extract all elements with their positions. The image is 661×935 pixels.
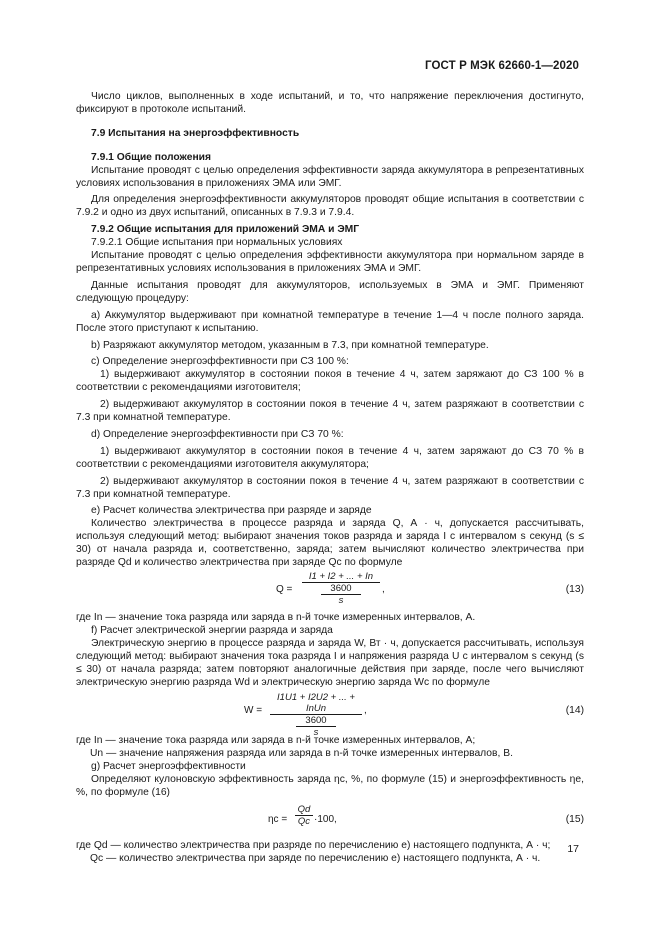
formula-denominator-mid: 3600	[305, 715, 327, 727]
section-heading-7-9-1: 7.9.1 Общие положения	[91, 151, 211, 163]
list-item-c2: 2) выдерживают аккумулятор в состоянии покоя в течение 4 ч, затем разряжают в соответствии с 7.3 при комнатной температуре.	[76, 399, 584, 424]
formula-number: (14)	[565, 705, 584, 717]
formula-15	[76, 804, 584, 836]
formula-lhs: ηc =	[268, 813, 288, 825]
list-item-b: b) Разряжают аккумулятор методом, указанным в 7.3, при комнатной температуре.	[91, 339, 489, 351]
formula-lhs: Q =	[276, 584, 293, 595]
paragraph: где In — значение тока разряда или заряда в n-й точке измеренных интервалов, А.	[76, 612, 476, 623]
section-heading-7-9: 7.9 Испытания на энергоэффективность	[91, 127, 300, 139]
paragraph: Данные испытания проводят для аккумуляторов, используемых в ЭМА и ЭМГ. Применяют следующую процедуру:	[76, 279, 584, 304]
formula-fraction	[295, 804, 313, 827]
list-item-d2: 2) выдерживают аккумулятор в состоянии покоя в течение 4 ч, затем разряжают в соответствии с 7.3 при комнатной температуре.	[76, 475, 584, 500]
list-item-a: a) Аккумулятор выдерживают при комнатной температуре в течение 1—4 ч после полного заряда. После этого приступают к испытанию.	[76, 309, 584, 334]
paragraph: Un — значение напряжения разряда или заряда в n-й точке измеренных интервалов, В.	[90, 748, 513, 760]
formula-denominator: s	[296, 726, 336, 738]
formula-tail: ,	[364, 705, 367, 717]
list-item-c1: 1) выдерживают аккумулятор в состоянии покоя в течение 4 ч, затем заряжают до СЗ 100 % в соответствии с рекомендациями изготовителя;	[76, 369, 584, 394]
list-item-g: g) Расчет энергоэффективности	[91, 761, 246, 773]
list-item-d: d) Определение энергоэффективности при СЗ 70 %:	[91, 428, 344, 440]
list-item-e: e) Расчет количества электричества при разряде и заряде	[91, 505, 372, 517]
formula-tail: ·100,	[314, 813, 337, 825]
paragraph: Число циклов, выполненных в ходе испытаний, и то, что напряжение переключения достигнуто, фиксируют в протоколе испытаний.	[76, 91, 584, 115]
document-header: ГОСТ Р МЭК 62660-1—2020	[425, 60, 579, 72]
subsection-heading-7-9-2-1: 7.9.2.1 Общие испытания при нормальных условиях	[91, 237, 343, 249]
section-heading-7-9-2: 7.9.2 Общие испытания для приложений ЭМА и ЭМГ	[91, 224, 360, 236]
formula-numerator: Qd	[297, 803, 311, 815]
formula-fraction	[302, 571, 380, 606]
list-item-f: f) Расчет электрической энергии разряда и заряда	[91, 624, 333, 636]
document-body	[76, 91, 584, 866]
list-item-c: c) Определение энергоэффективности при СЗ 100 %:	[91, 356, 349, 368]
paragraph: Испытание проводят с целью определения эффективности заряда аккумулятора в репрезентативных условиях использования в приложениях ЭМА или ЭМГ.	[76, 164, 584, 189]
formula-fraction	[270, 692, 362, 738]
formula-numerator: I1U1 + I2U2 + ... + InUn	[277, 692, 355, 715]
formula-denominator: Qc	[297, 815, 311, 827]
formula-numerator: I1 + I2 + ... + In	[308, 571, 374, 582]
formula-14	[76, 690, 584, 739]
formula-number: (15)	[565, 813, 584, 825]
paragraph: Электрическую энергию в процессе разряда и заряда W, Вт · ч, допускается рассчитывать, используя следующий метод: выбирают значения тока разряда I и напряжения разряда U с интервалом s секунд (s ≤ 30) от начала разряда; затем повторяют аналогичные действия при заряде, после чего вычисляют электрическую энергию разряда Wd и электрическую энергию заряда Wc по формуле	[76, 637, 584, 688]
formula-13	[76, 571, 584, 611]
paragraph: Количество электричества в процессе разряда и заряда Q, А · ч, допускается рассчитывать, используя следующий метод: выбирают значения токов разряда и заряда I с интервалом s секунд (s ≤ 30) от начала разряда и, соответственно, заряда; затем вычисляют количество электричества при разряде Qd и количество электричества при заряде Qc по формуле	[76, 518, 584, 569]
paragraph: Испытание проводят с целью определения эффективности аккумулятора при нормальном заряде в репрезентативных условиях использования в приложениях ЭМА и ЭМГ.	[76, 250, 584, 274]
paragraph: Определяют кулоновскую эффективность заряда ηc, %, по формуле (15) и энергоэффективность ηe, %, по формуле (16)	[76, 774, 584, 799]
paragraph: Для определения энергоэффективности аккумуляторов проводят общие испытания в соответствии с 7.9.2 и одно из двух испытаний, описанных в 7.9.3 и 7.9.4.	[76, 194, 584, 219]
paragraph: где Qd — количество электричества при разряде по перечислению e) настоящего подпункта, А · ч;	[76, 839, 551, 851]
paragraph: Qc — количество электричества при заряде по перечислению e) настоящего подпункта, А · ч.	[90, 852, 541, 864]
formula-tail: ,	[382, 584, 385, 595]
formula-denominator-mid: 3600	[330, 583, 352, 594]
list-item-d1: 1) выдерживают аккумулятор в состоянии покоя в течение 4 ч, затем заряжают до СЗ 70 % в соответствии с рекомендациями изготовителя аккумулятора;	[76, 445, 584, 470]
formula-denominator: s	[321, 594, 361, 606]
page-number: 17	[567, 843, 579, 855]
paragraph: где In — значение тока разряда или заряда в n-й точке измеренных интервалов, А;	[76, 735, 476, 747]
formula-lhs: W =	[244, 705, 263, 717]
formula-number: (13)	[565, 584, 584, 595]
